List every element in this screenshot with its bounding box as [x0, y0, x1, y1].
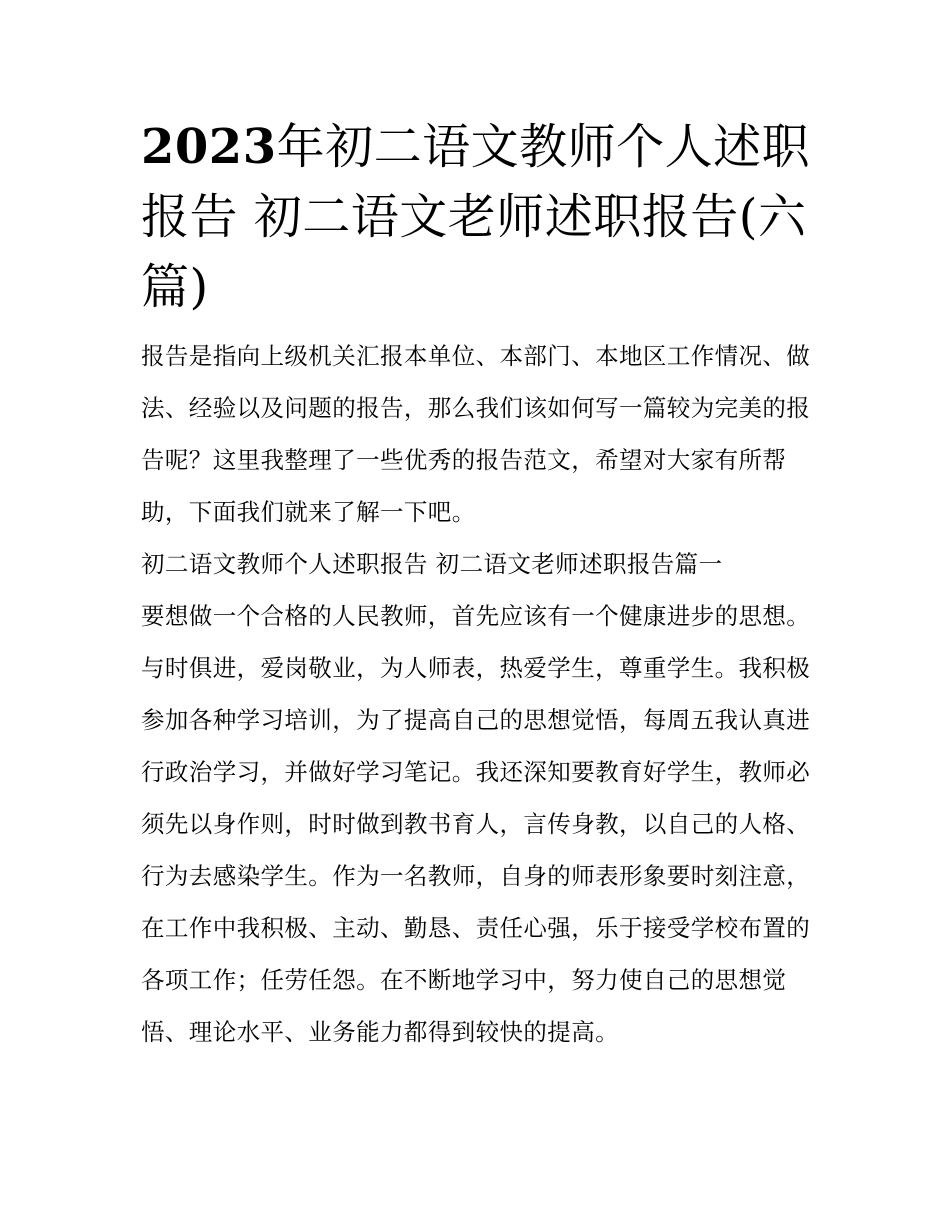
document-content [141, 112, 813, 1058]
document-title [141, 112, 813, 322]
body-paragraph: 要想做一个合格的人民教师，首先应该有一个健康进步的思想。与时俱进，爱岗敬业，为人师表，热爱学生，尊重学生。我积极参加各种学习培训，为了提高自己的思想觉悟，每周五我认真进行政治学习，并做好学习笔记。我还深知要教育好学生，教师必须先以身作则，时时做到教书育人，言传身教，以自己的人格、行为去感染学生。作为一名教师，自身的师表形象要时刻注意，在工作中我积极、主动、勤恳、责任心强，乐于接受学校布置的各项工作；任劳任怨。在不断地学习中，努力使自己的思想觉悟、理论水平、业务能力都得到较快的提高。 [141, 602, 811, 1046]
section-heading: 初二语文教师个人述职报告 初二语文老师述职报告篇一 [141, 550, 723, 578]
title-year: 2023 [141, 119, 277, 175]
title-text: 年初二语文教师个人述职报告 初二语文老师述职报告(六篇) [141, 119, 811, 315]
intro-paragraph: 报告是指向上级机关汇报本单位、本部门、本地区工作情况、做法、经验以及问题的报告，那么我们该如何写一篇较为完美的报告呢？这里我整理了一些优秀的报告范文，希望对大家有所帮助，下面我们就来了解一下吧。 [141, 342, 811, 526]
